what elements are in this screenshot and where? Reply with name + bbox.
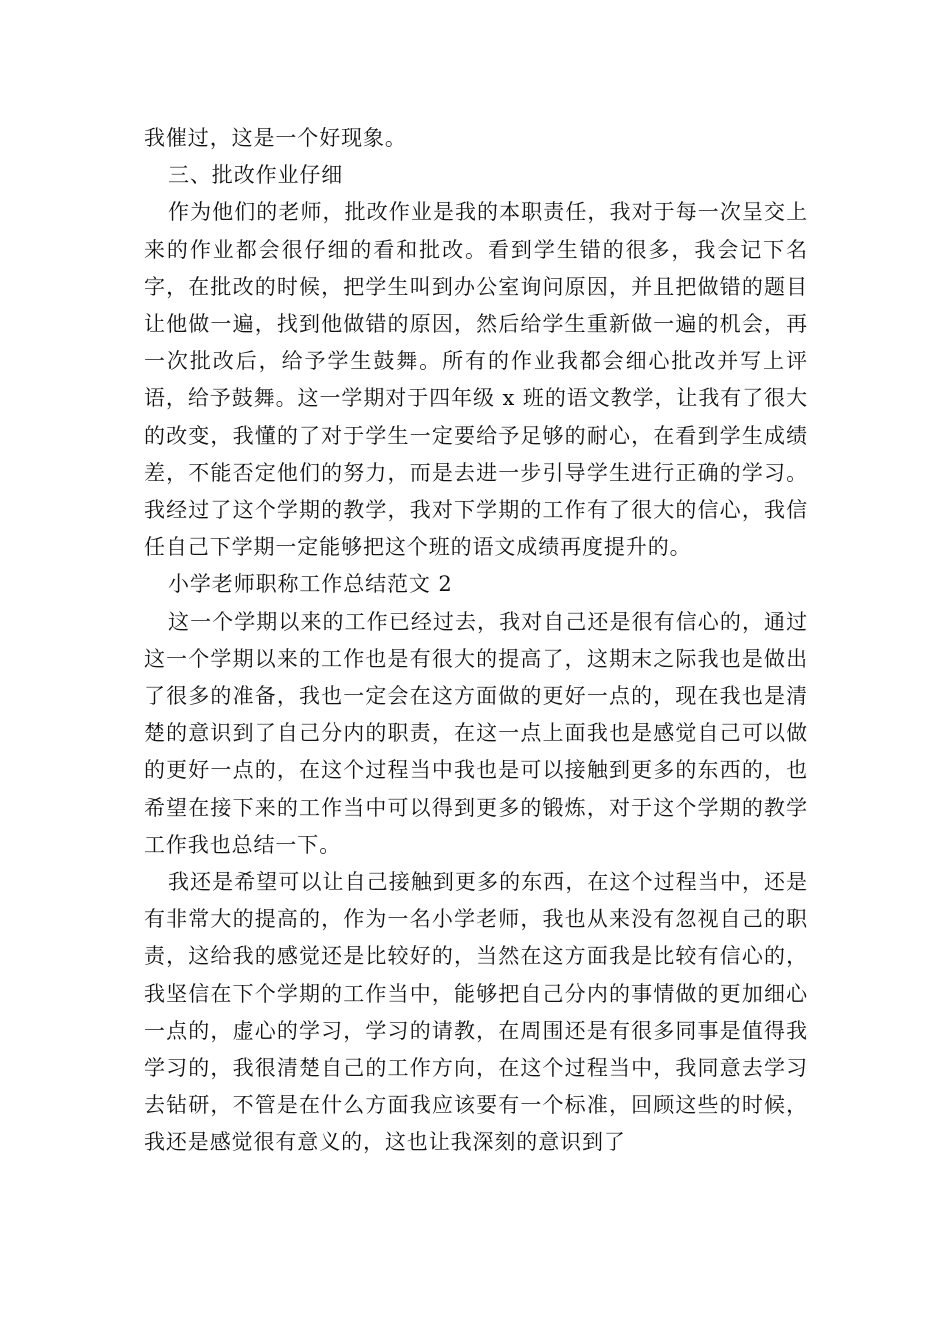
article-title-2: 小学老师职称工作总结范文 2 bbox=[168, 572, 453, 597]
paragraph-self-improvement: 我还是希望可以让自己接触到更多的东西，在这个过程当中，还是有非常大的提高的，作为一名小学老师，我也从来没有忽视自己的职责，这给我的感觉还是比较好的，当然在这方面我是比较有信心的，我坚信在下个学期的工作当中，能够把自己分内的事情做的更加细心一点的，虚心的学习，学习的请教，在周围还是有很多同事是值得我学习的，我很清楚自己的工作方向，在这个过程当中，我同意去学习去钻研，不管是在什么方面我应该要有一个标准，回顾这些的时候，我还是感觉很有意义的，这也让我深刻的意识到了 bbox=[144, 870, 808, 1155]
paragraph-continuation: 我催过，这是一个好现象。 bbox=[144, 126, 407, 150]
section-heading-grading: 三、批改作业仔细 bbox=[168, 163, 344, 188]
paragraph-semester-review: 这一个学期以来的工作已经过去，我对自己还是很有信心的，通过这一个学期以来的工作也是有很大的提高了，这期末之际我也是做出了很多的准备，我也一定会在这方面做的更好一点的，现在我也是清楚的意识到了自己分内的职责，在这一点上面我也是感觉自己可以做的更好一点的，在这个过程当中我也是可以接触到更多的东西的，也希望在接下来的工作当中可以得到更多的锻炼，对于这个学期的教学工作我也总结一下。 bbox=[144, 609, 808, 857]
paragraph-grading: 作为他们的老师，批改作业是我的本职责任，我对于每一次呈交上来的作业都会很仔细的看和批改。看到学生错的很多，我会记下名字，在批改的时候，把学生叫到办公室询问原因，并且把做错的题目让他做一遍，找到他做错的原因，然后给学生重新做一遍的机会，再一次批改后，给予学生鼓舞。所有的作业我都会细心批改并写上评语，给予鼓舞。这一学期对于四年级 x 班的语文教学，让我有了很大的改变，我懂的了对于学生一定要给予足够的耐心，在看到学生成绩差，不能否定他们的努力，而是去进一步引导学生进行正确的学习。我经过了这个学期的教学，我对下学期的工作有了很大的信心，我信任自己下学期一定能够把这个班的语文成绩再度提升的。 bbox=[144, 200, 808, 560]
document-body bbox=[144, 120, 808, 1162]
